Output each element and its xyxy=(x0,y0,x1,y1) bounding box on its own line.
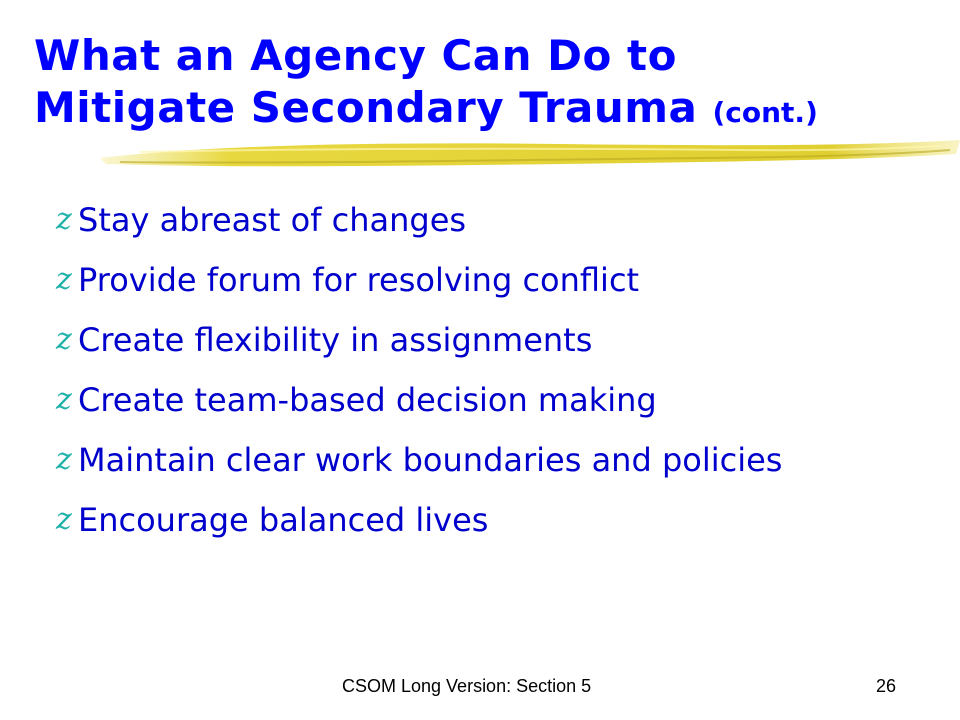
bullet-text: Stay abreast of changes xyxy=(78,201,467,239)
title-line-2-main: Mitigate Secondary Trauma xyxy=(34,83,698,132)
bullet-item xyxy=(56,378,932,422)
footer-text: CSOM Long Version: Section 5 xyxy=(342,676,592,696)
slide-title xyxy=(34,30,934,139)
bullet-text: Encourage balanced lives xyxy=(78,501,489,539)
bullet-text: Maintain clear work boundaries and policies xyxy=(78,441,783,479)
bullet-item xyxy=(56,438,792,482)
title-suffix: (cont.) xyxy=(712,96,818,129)
bullet-text: Provide forum for resolving conflict xyxy=(78,261,640,299)
bullet-item xyxy=(56,198,932,242)
bullet-marker: z xyxy=(56,322,72,357)
bullet-item xyxy=(56,258,932,302)
title-line-2 xyxy=(34,82,934,139)
bullet-text: Create flexibility in assignments xyxy=(78,321,593,359)
page-number: 26 xyxy=(876,676,897,696)
bullet-item xyxy=(56,318,932,362)
bullet-marker: z xyxy=(56,502,72,537)
title-line-1: What an Agency Can Do to xyxy=(34,31,677,80)
bullet-item xyxy=(56,498,932,542)
bullet-text: Create team-based decision making xyxy=(78,381,657,419)
bullet-marker: z xyxy=(56,202,72,237)
bullet-list xyxy=(56,198,932,558)
brush-stroke-underline xyxy=(100,138,960,172)
bullet-marker: z xyxy=(56,382,72,417)
bullet-marker: z xyxy=(56,262,72,297)
bullet-marker: z xyxy=(56,442,72,477)
